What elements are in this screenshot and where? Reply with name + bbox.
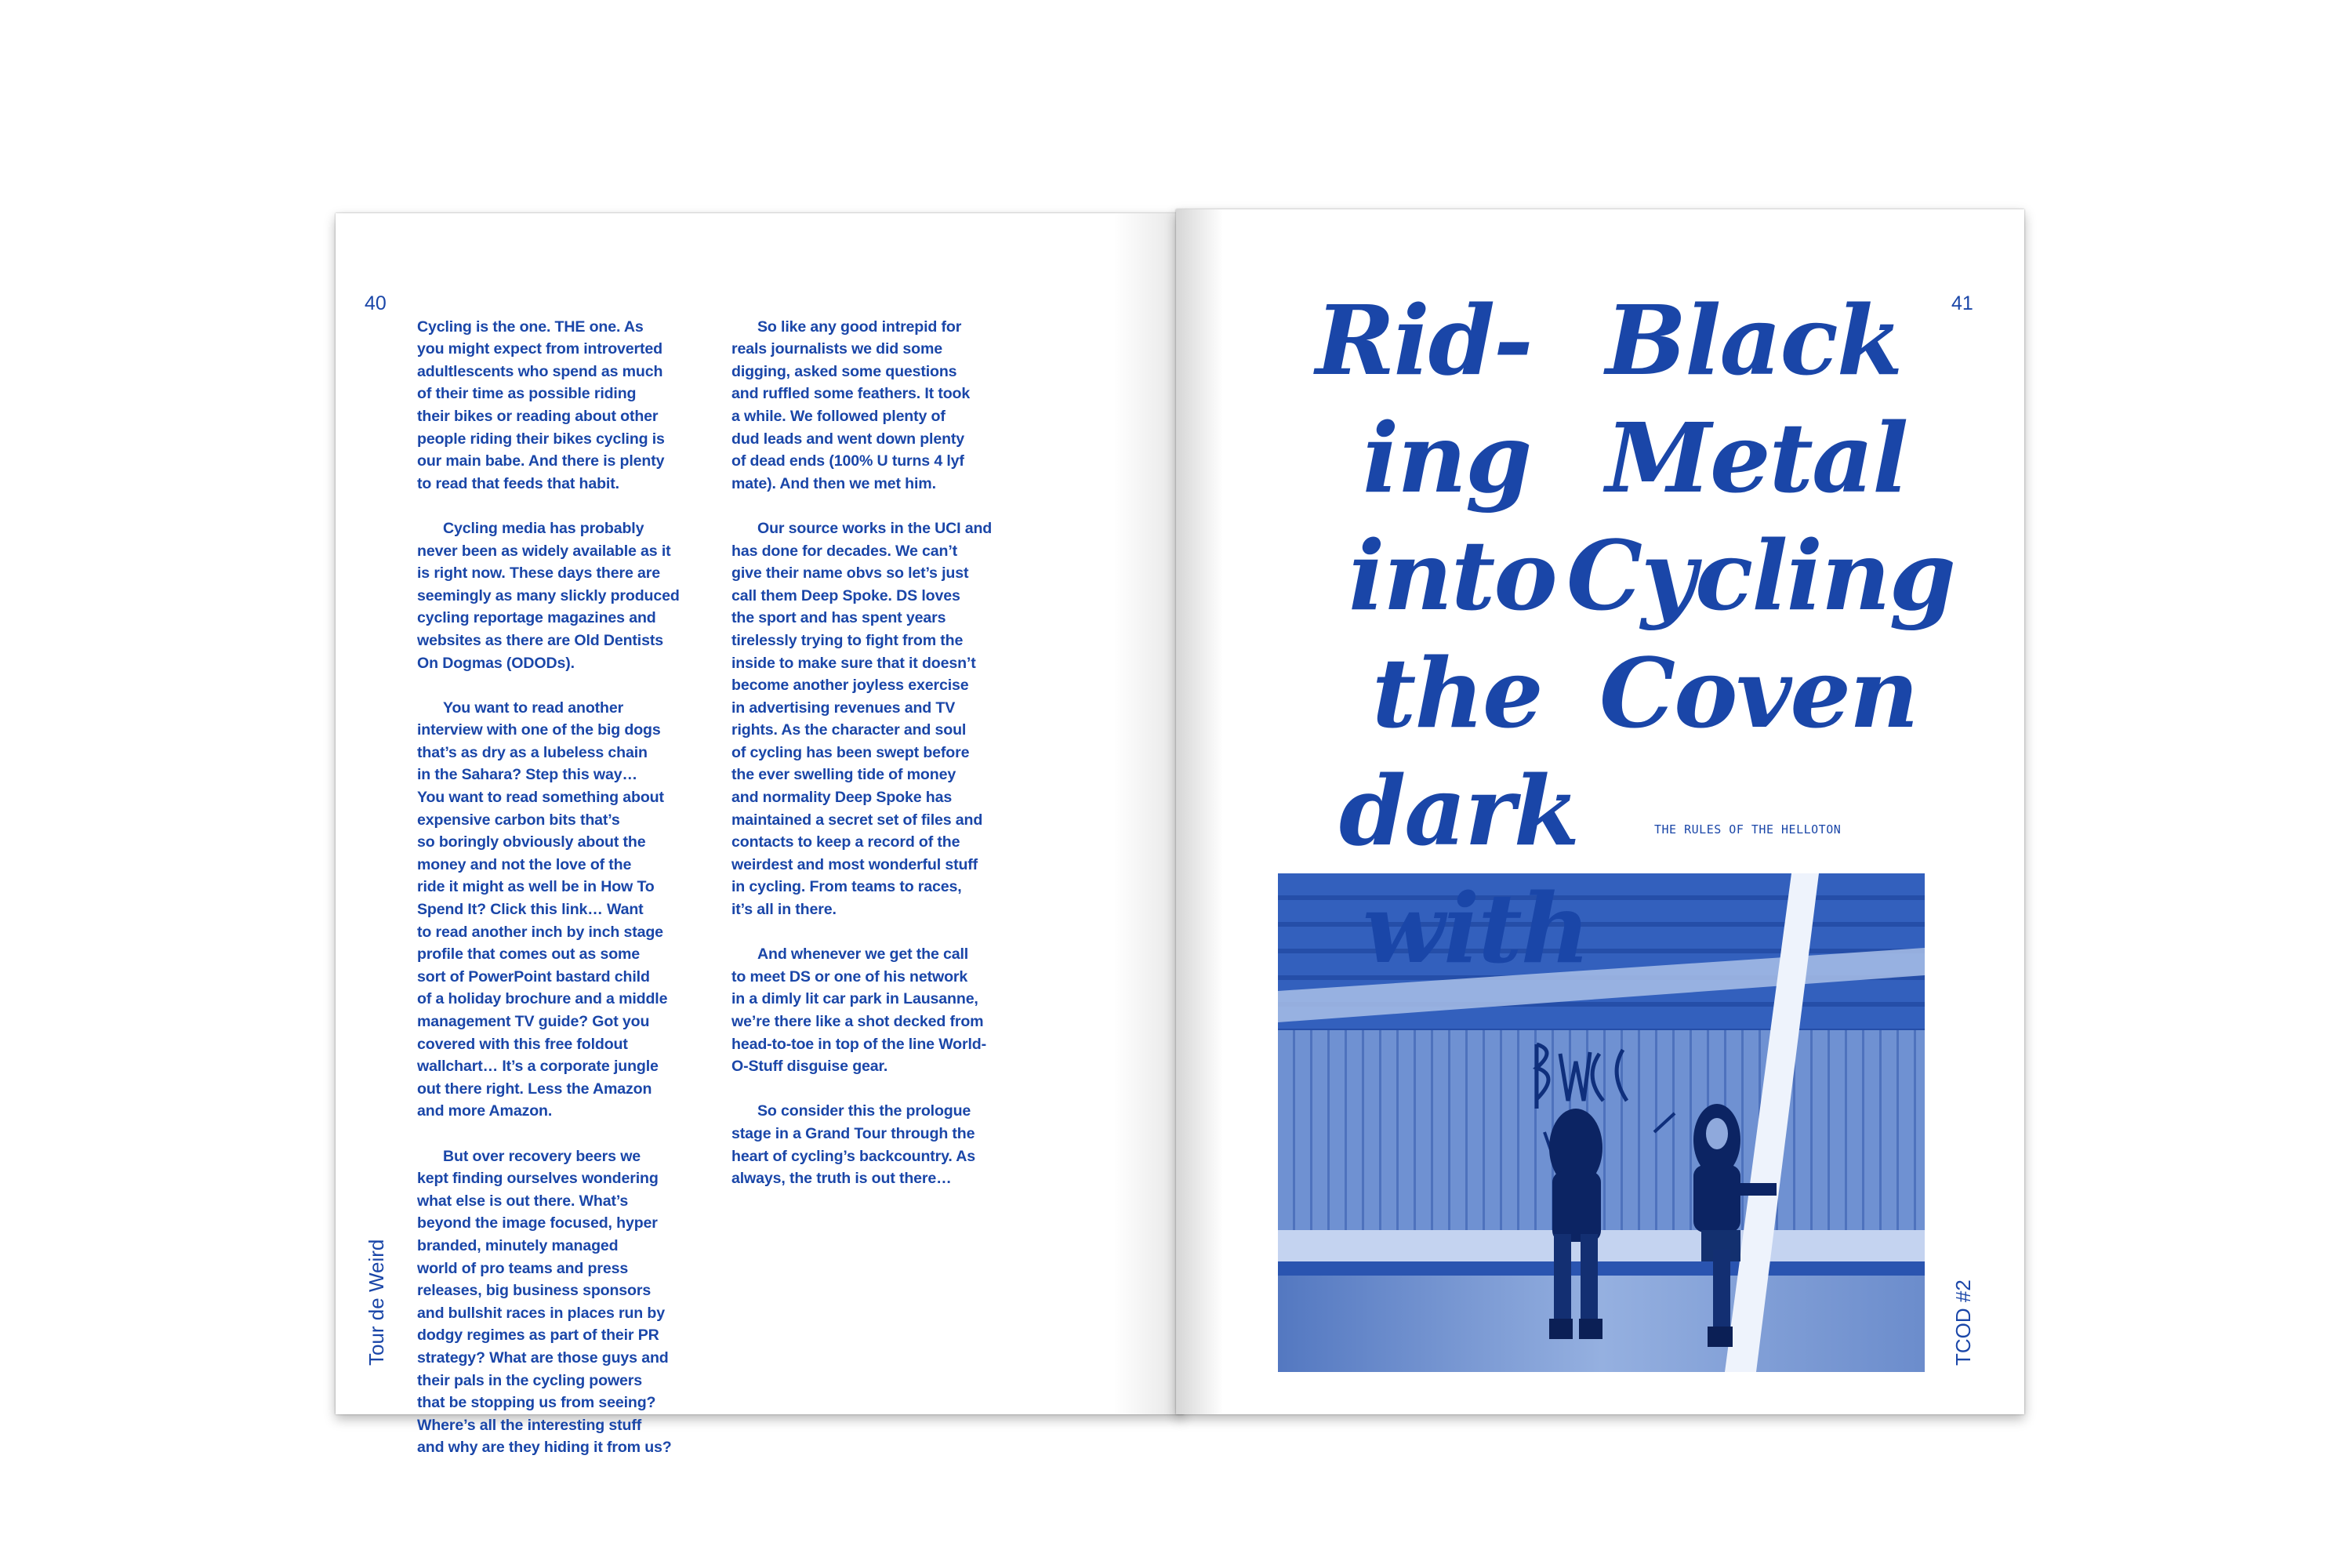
paragraph: You want to read another interview with one of the big dogs that’s as dry as a lubeless chain in the Sahara? Step this way… You want to read something about expensive carbon bits that’s so boringly obviously about the money and not the love of the ride it might as well be in How To Spend It? Click this link… Want to read another inch by inch stage profile that comes out as some sort of PowerPoint bastard child of a holiday brochure and a middle management TV guide? Got you covered with this free foldout wallchart… It’s a corporate jungle out there right. Less the Amazon and more Amazon.	[417, 699, 668, 1120]
paragraph: So consider this the prologue stage in a Grand Tour through the heart of cycling’s backcountry. As always, the truth is out there…	[731, 1102, 976, 1188]
paragraph: And whenever we get the call to meet DS or one of his network in a dimly lit car park in Lausanne, we’re there like a shot decked from head-to-toe in top of the line World- O-Stuff disguise gear.	[731, 946, 986, 1076]
page-number-right: 41	[1951, 292, 1973, 314]
title-line: into	[1348, 519, 1556, 632]
paragraph: Cycling media has probably never been as widely available as it is right now. These days there are seemingly as many slickly produced cycling reportage magazines and websites as there are Old Dentists On Dogmas (ODODs).	[417, 519, 680, 672]
page-number-left: 40	[365, 292, 387, 314]
paragraph: Our source works in the UCI and has done for decades. We can’t give their name obvs so let’s just call them Deep Spoke. DS loves the sport and has spent years tirelessly trying to fight from the inside to make sure that it doesn’t become another joyless exercise in advertising revenues and TV rights. As the character and soul of cycling has been swept before the ever swelling tide of money and normality Deep Spoke has maintained a secret set of files and contacts to keep a record of the weirdest and most wonderful stuff in cycling. From teams to races, it’s all in there.	[731, 519, 993, 919]
article-column-2	[731, 293, 1029, 1212]
title-line: the	[1372, 637, 1542, 750]
paragraph: But over recovery beers we kept finding ourselves wondering what else is out there. What’s beyond the image focused, hyper branded, minutely managed world of pro teams and press releases, big business sponsors and bullshit races in places run by dodgy regimes as part of their PR strategy? What are those guys and their pals in the cycling powers that be stopping us from seeing? Where’s all the interesting stuff and why are they hiding it from us?	[417, 1147, 672, 1457]
title-line: with	[1363, 872, 1589, 985]
paragraph: So like any good intrepid for reals journalists we did some digging, asked some questions and ruffled some feathers. It took a while. We followed plenty of dud leads and went down plenty of dead ends (100% U turns 4 lyf mate). And then we met him.	[731, 318, 971, 492]
title-line: Coven	[1599, 637, 1918, 750]
title-line: ing	[1363, 401, 1531, 514]
paragraph: Cycling is the one. THE one. As you might expect from introverted adultlescents who spend as much of their time as possible riding their bikes or reading about other people riding their bikes cycling is our main babe. And there is plenty to read that feeds that habit.	[417, 318, 665, 492]
subheading: THE RULES OF THE HELLOTON	[1654, 822, 1842, 837]
title-line: Rid-	[1316, 284, 1532, 397]
article-column-1	[417, 293, 715, 1481]
gutter-shadow	[1176, 209, 1223, 1414]
title-line: dark	[1339, 754, 1579, 867]
title-line: Metal	[1606, 401, 1907, 514]
running-foot-vertical: TCOD #2	[1951, 1279, 1975, 1366]
gutter-shadow	[1113, 213, 1184, 1414]
title-line: Black	[1606, 284, 1902, 397]
running-head-vertical: Tour de Weird	[365, 1239, 388, 1366]
title-line: Cycling	[1566, 519, 1955, 632]
